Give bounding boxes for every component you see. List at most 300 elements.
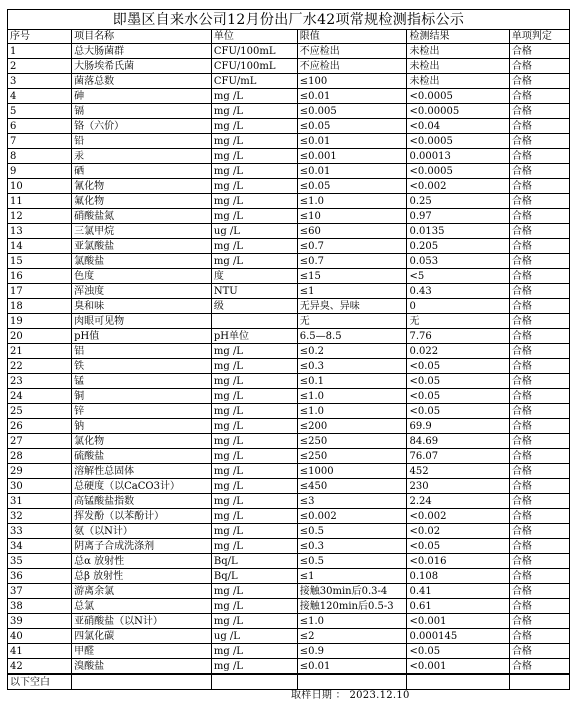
limit-cell: ≤1000 [297, 464, 407, 479]
table-row [8, 209, 570, 224]
row-index-cell: 3 [8, 74, 72, 89]
limit-cell: ≤15 [297, 269, 407, 284]
result-cell: 未检出 [407, 74, 509, 89]
table-row [8, 254, 570, 269]
judgement-cell: 合格 [509, 194, 569, 209]
table-row [8, 464, 570, 479]
item-name-cell: 砷 [72, 89, 212, 104]
item-name-cell: 氯酸盐 [72, 254, 212, 269]
result-cell: 0.000145 [407, 629, 509, 644]
judgement-cell: 合格 [509, 329, 569, 344]
judgement-cell: 合格 [509, 284, 569, 299]
result-cell: 76.07 [407, 449, 509, 464]
result-cell: <0.001 [407, 659, 509, 674]
item-name-cell: 总氯 [72, 599, 212, 614]
item-name-cell: 钠 [72, 419, 212, 434]
table-row [8, 644, 570, 659]
row-index-cell: 12 [8, 209, 72, 224]
judgement-cell: 合格 [509, 59, 569, 74]
table-row [8, 149, 570, 164]
row-index-cell: 8 [8, 149, 72, 164]
limit-cell: ≤0.2 [297, 344, 407, 359]
item-name-cell: 大肠埃希氏菌 [72, 59, 212, 74]
table-row [8, 569, 570, 584]
limit-cell: 6.5—8.5 [297, 329, 407, 344]
row-index-cell: 16 [8, 269, 72, 284]
limit-cell: ≤0.9 [297, 644, 407, 659]
unit-cell: mg /L [211, 359, 297, 374]
header-cell-item: 项目名称 [72, 30, 212, 44]
limit-cell: ≤0.05 [297, 179, 407, 194]
limit-cell: ≤1.0 [297, 194, 407, 209]
unit-cell: mg /L [211, 164, 297, 179]
judgement-cell: 合格 [509, 494, 569, 509]
row-index-cell: 34 [8, 539, 72, 554]
row-index-cell: 9 [8, 164, 72, 179]
limit-cell: ≤1.0 [297, 614, 407, 629]
table-row [8, 629, 570, 644]
item-name-cell: 浑浊度 [72, 284, 212, 299]
judgement-cell: 合格 [509, 344, 569, 359]
judgement-cell: 合格 [509, 314, 569, 329]
item-name-cell: 锰 [72, 374, 212, 389]
unit-cell: mg /L [211, 449, 297, 464]
result-cell: 0.61 [407, 599, 509, 614]
result-cell: 2.24 [407, 494, 509, 509]
limit-cell: ≤60 [297, 224, 407, 239]
row-index-cell: 14 [8, 239, 72, 254]
limit-cell: 无 [297, 314, 407, 329]
result-cell: 0.00013 [407, 149, 509, 164]
judgement-cell: 合格 [509, 464, 569, 479]
item-name-cell: 溴酸盐 [72, 659, 212, 674]
unit-cell: mg /L [211, 464, 297, 479]
table-row [8, 404, 570, 419]
table-row [8, 329, 570, 344]
header-cell-result: 检测结果 [407, 30, 509, 44]
item-name-cell: 臭和味 [72, 299, 212, 314]
row-index-cell: 23 [8, 374, 72, 389]
row-index-cell: 33 [8, 524, 72, 539]
table-row [8, 419, 570, 434]
judgement-cell: 合格 [509, 434, 569, 449]
item-name-cell: 亚硝酸盐（以N计） [72, 614, 212, 629]
judgement-cell: 合格 [509, 584, 569, 599]
unit-cell: Bq/L [211, 554, 297, 569]
item-name-cell: 肉眼可见物 [72, 314, 212, 329]
result-cell: 0.25 [407, 194, 509, 209]
judgement-cell: 合格 [509, 449, 569, 464]
limit-cell: ≤0.5 [297, 554, 407, 569]
table-row [8, 119, 570, 134]
table-row [8, 104, 570, 119]
limit-cell: ≤0.01 [297, 134, 407, 149]
judgement-cell: 合格 [509, 104, 569, 119]
table-row [8, 164, 570, 179]
judgement-cell: 合格 [509, 554, 569, 569]
table-row [8, 74, 570, 89]
row-index-cell: 19 [8, 314, 72, 329]
result-cell: <0.0005 [407, 134, 509, 149]
table-row [8, 539, 570, 554]
sampling-date: 取样日期 ： 2023.12.10 [291, 690, 410, 701]
judgement-cell: 合格 [509, 374, 569, 389]
unit-cell: mg /L [211, 644, 297, 659]
limit-cell: ≤1 [297, 284, 407, 299]
item-name-cell: 硝酸盐氮 [72, 209, 212, 224]
row-index-cell: 29 [8, 464, 72, 479]
row-index-cell: 4 [8, 89, 72, 104]
limit-cell: ≤0.7 [297, 254, 407, 269]
unit-cell: 度 [211, 269, 297, 284]
result-cell: 0.97 [407, 209, 509, 224]
row-index-cell: 21 [8, 344, 72, 359]
unit-cell: mg /L [211, 404, 297, 419]
judgement-cell: 合格 [509, 149, 569, 164]
result-cell: <0.016 [407, 554, 509, 569]
judgement-cell: 合格 [509, 644, 569, 659]
unit-cell: mg /L [211, 659, 297, 674]
item-name-cell: 铁 [72, 359, 212, 374]
row-index-cell: 11 [8, 194, 72, 209]
result-cell: <0.04 [407, 119, 509, 134]
limit-cell: ≤0.7 [297, 239, 407, 254]
result-cell: <0.02 [407, 524, 509, 539]
table-row [8, 554, 570, 569]
unit-cell: mg /L [211, 149, 297, 164]
result-cell: 0.053 [407, 254, 509, 269]
item-name-cell: 汞 [72, 149, 212, 164]
unit-cell: CFU/mL [211, 74, 297, 89]
item-name-cell: 四氯化碳 [72, 629, 212, 644]
judgement-cell: 合格 [509, 614, 569, 629]
unit-cell: mg /L [211, 584, 297, 599]
item-name-cell: 甲醛 [72, 644, 212, 659]
unit-cell: mg /L [211, 119, 297, 134]
table-row [8, 239, 570, 254]
item-name-cell: 铝 [72, 344, 212, 359]
result-cell: <0.05 [407, 404, 509, 419]
row-index-cell: 6 [8, 119, 72, 134]
row-index-cell: 26 [8, 419, 72, 434]
limit-cell: 不应检出 [297, 44, 407, 59]
unit-cell: 级 [211, 299, 297, 314]
table-row [8, 449, 570, 464]
row-index-cell: 25 [8, 404, 72, 419]
blank-cell [509, 675, 569, 690]
item-name-cell: 溶解性总固体 [72, 464, 212, 479]
row-index-cell: 13 [8, 224, 72, 239]
table-row [8, 269, 570, 284]
unit-cell: mg /L [211, 419, 297, 434]
table-body [8, 30, 570, 674]
judgement-cell: 合格 [509, 359, 569, 374]
result-cell: 230 [407, 479, 509, 494]
limit-cell: ≤2 [297, 629, 407, 644]
limit-cell: ≤0.1 [297, 374, 407, 389]
limit-cell: ≤0.01 [297, 659, 407, 674]
limit-cell: ≤0.3 [297, 539, 407, 554]
judgement-cell: 合格 [509, 134, 569, 149]
result-cell: 0 [407, 299, 509, 314]
item-name-cell: 菌落总数 [72, 74, 212, 89]
row-index-cell: 7 [8, 134, 72, 149]
unit-cell: ug /L [211, 224, 297, 239]
limit-cell: ≤450 [297, 479, 407, 494]
unit-cell: mg /L [211, 494, 297, 509]
row-index-cell: 24 [8, 389, 72, 404]
table-row [8, 44, 570, 59]
item-name-cell: 挥发酚（以苯酚计） [72, 509, 212, 524]
table-row [8, 314, 570, 329]
item-name-cell: 阴离子合成洗涤剂 [72, 539, 212, 554]
limit-cell: ≤0.01 [297, 164, 407, 179]
result-cell: 7.76 [407, 329, 509, 344]
row-index-cell: 18 [8, 299, 72, 314]
item-name-cell: 亚氯酸盐 [72, 239, 212, 254]
item-name-cell: 色度 [72, 269, 212, 284]
unit-cell: mg /L [211, 209, 297, 224]
row-index-cell: 39 [8, 614, 72, 629]
table-row [8, 284, 570, 299]
unit-cell: mg /L [211, 194, 297, 209]
unit-cell: CFU/100mL [211, 59, 297, 74]
result-cell: 未检出 [407, 59, 509, 74]
row-index-cell: 27 [8, 434, 72, 449]
table-row [8, 599, 570, 614]
judgement-cell: 合格 [509, 239, 569, 254]
row-index-cell: 37 [8, 584, 72, 599]
table-row [8, 359, 570, 374]
row-index-cell: 41 [8, 644, 72, 659]
table-row [8, 134, 570, 149]
unit-cell: ug /L [211, 629, 297, 644]
judgement-cell: 合格 [509, 524, 569, 539]
result-cell: 0.022 [407, 344, 509, 359]
unit-cell: NTU [211, 284, 297, 299]
row-index-cell: 1 [8, 44, 72, 59]
row-index-cell: 40 [8, 629, 72, 644]
blank-note-row [8, 675, 570, 690]
judgement-cell: 合格 [509, 209, 569, 224]
row-index-cell: 28 [8, 449, 72, 464]
report-sheet [7, 9, 570, 690]
limit-cell: 接触30min后0.3-4 [297, 584, 407, 599]
header-cell-limit: 限值 [297, 30, 407, 44]
limit-cell: ≤0.005 [297, 104, 407, 119]
limit-cell: ≤0.05 [297, 119, 407, 134]
unit-cell: mg /L [211, 614, 297, 629]
unit-cell: mg /L [211, 479, 297, 494]
unit-cell [211, 314, 297, 329]
table-row [8, 194, 570, 209]
row-index-cell: 32 [8, 509, 72, 524]
judgement-cell: 合格 [509, 74, 569, 89]
table-row [8, 524, 570, 539]
judgement-cell: 合格 [509, 224, 569, 239]
unit-cell: mg /L [211, 104, 297, 119]
item-name-cell: 镉 [72, 104, 212, 119]
judgement-cell: 合格 [509, 389, 569, 404]
row-index-cell: 35 [8, 554, 72, 569]
result-cell: 无 [407, 314, 509, 329]
judgement-cell: 合格 [509, 179, 569, 194]
row-index-cell: 2 [8, 59, 72, 74]
unit-cell: mg /L [211, 524, 297, 539]
table-row [8, 509, 570, 524]
judgement-cell: 合格 [509, 419, 569, 434]
unit-cell: mg /L [211, 89, 297, 104]
limit-cell: ≤0.001 [297, 149, 407, 164]
unit-cell: mg /L [211, 134, 297, 149]
result-cell: <0.05 [407, 389, 509, 404]
item-name-cell: 高锰酸盐指数 [72, 494, 212, 509]
item-name-cell: 总硬度（以CaCO3计） [72, 479, 212, 494]
judgement-cell: 合格 [509, 509, 569, 524]
item-name-cell: 硒 [72, 164, 212, 179]
row-index-cell: 36 [8, 569, 72, 584]
item-name-cell: 总β 放射性 [72, 569, 212, 584]
row-index-cell: 5 [8, 104, 72, 119]
unit-cell: mg /L [211, 434, 297, 449]
header-cell-index: 序号 [8, 30, 72, 44]
table-row [8, 374, 570, 389]
limit-cell: ≤0.01 [297, 89, 407, 104]
result-cell: <0.002 [407, 179, 509, 194]
judgement-cell: 合格 [509, 299, 569, 314]
row-index-cell: 31 [8, 494, 72, 509]
result-cell: 0.43 [407, 284, 509, 299]
unit-cell: mg /L [211, 509, 297, 524]
item-name-cell: 三氯甲烷 [72, 224, 212, 239]
row-index-cell: 15 [8, 254, 72, 269]
item-name-cell: 氟化物 [72, 194, 212, 209]
item-name-cell: 铜 [72, 389, 212, 404]
unit-cell: CFU/100mL [211, 44, 297, 59]
result-cell: 未检出 [407, 44, 509, 59]
blank-cell [211, 675, 297, 690]
row-index-cell: 22 [8, 359, 72, 374]
result-cell: <0.0005 [407, 164, 509, 179]
judgement-cell: 合格 [509, 44, 569, 59]
item-name-cell: 总α 放射性 [72, 554, 212, 569]
unit-cell: mg /L [211, 179, 297, 194]
limit-cell: ≤0.5 [297, 524, 407, 539]
item-name-cell: 铅 [72, 134, 212, 149]
unit-cell: mg /L [211, 254, 297, 269]
result-cell: <5 [407, 269, 509, 284]
blank-note-table [7, 674, 570, 690]
result-cell: 0.205 [407, 239, 509, 254]
limit-cell: ≤1.0 [297, 404, 407, 419]
unit-cell: mg /L [211, 344, 297, 359]
judgement-cell: 合格 [509, 479, 569, 494]
blank-note: 以下空白 [8, 675, 72, 690]
row-index-cell: 42 [8, 659, 72, 674]
row-index-cell: 30 [8, 479, 72, 494]
result-cell: <0.05 [407, 374, 509, 389]
result-cell: <0.0005 [407, 89, 509, 104]
item-name-cell: 游离余氯 [72, 584, 212, 599]
unit-cell: mg /L [211, 239, 297, 254]
header-cell-unit: 单位 [211, 30, 297, 44]
table-row [8, 59, 570, 74]
table-row [8, 584, 570, 599]
limit-cell: 无异臭、异味 [297, 299, 407, 314]
row-index-cell: 38 [8, 599, 72, 614]
report-title: 即墨区自来水公司12月份出厂水42项常规检测指标公示 [7, 9, 570, 29]
unit-cell: Bq/L [211, 569, 297, 584]
result-cell: <0.001 [407, 614, 509, 629]
judgement-cell: 合格 [509, 119, 569, 134]
judgement-cell: 合格 [509, 629, 569, 644]
limit-cell: ≤3 [297, 494, 407, 509]
limit-cell: ≤100 [297, 74, 407, 89]
item-name-cell: 氯化物 [72, 434, 212, 449]
unit-cell: pH单位 [211, 329, 297, 344]
result-cell: <0.002 [407, 509, 509, 524]
blank-cell [72, 675, 212, 690]
table-row [8, 494, 570, 509]
item-name-cell: 氰化物 [72, 179, 212, 194]
limit-cell: ≤200 [297, 419, 407, 434]
row-index-cell: 10 [8, 179, 72, 194]
limit-cell: ≤1 [297, 569, 407, 584]
judgement-cell: 合格 [509, 599, 569, 614]
unit-cell: mg /L [211, 599, 297, 614]
limit-cell: ≤250 [297, 434, 407, 449]
table-row [8, 344, 570, 359]
table-row [8, 389, 570, 404]
table-row [8, 179, 570, 194]
result-cell: 69.9 [407, 419, 509, 434]
result-cell: <0.05 [407, 644, 509, 659]
table-header-row [8, 30, 570, 44]
judgement-cell: 合格 [509, 269, 569, 284]
limit-cell: ≤0.002 [297, 509, 407, 524]
judgement-cell: 合格 [509, 254, 569, 269]
item-name-cell: 总大肠菌群 [72, 44, 212, 59]
limit-cell: ≤250 [297, 449, 407, 464]
limit-cell: ≤1.0 [297, 389, 407, 404]
table-row [8, 614, 570, 629]
item-name-cell: pH值 [72, 329, 212, 344]
judgement-cell: 合格 [509, 89, 569, 104]
table-row [8, 89, 570, 104]
result-cell: <0.00005 [407, 104, 509, 119]
table-row [8, 299, 570, 314]
header-cell-judgement: 单项判定 [509, 30, 569, 44]
judgement-cell: 合格 [509, 659, 569, 674]
result-cell: 84.69 [407, 434, 509, 449]
result-cell: 0.108 [407, 569, 509, 584]
table-row [8, 434, 570, 449]
table-row [8, 659, 570, 674]
judgement-cell: 合格 [509, 569, 569, 584]
judgement-cell: 合格 [509, 404, 569, 419]
result-cell: 0.41 [407, 584, 509, 599]
result-cell: 0.0135 [407, 224, 509, 239]
limit-cell: 接触120min后0.5-3 [297, 599, 407, 614]
row-index-cell: 20 [8, 329, 72, 344]
judgement-cell: 合格 [509, 164, 569, 179]
item-name-cell: 铬（六价） [72, 119, 212, 134]
result-cell: <0.05 [407, 539, 509, 554]
result-cell: 452 [407, 464, 509, 479]
table-row [8, 479, 570, 494]
blank-cell [407, 675, 509, 690]
unit-cell: mg /L [211, 389, 297, 404]
